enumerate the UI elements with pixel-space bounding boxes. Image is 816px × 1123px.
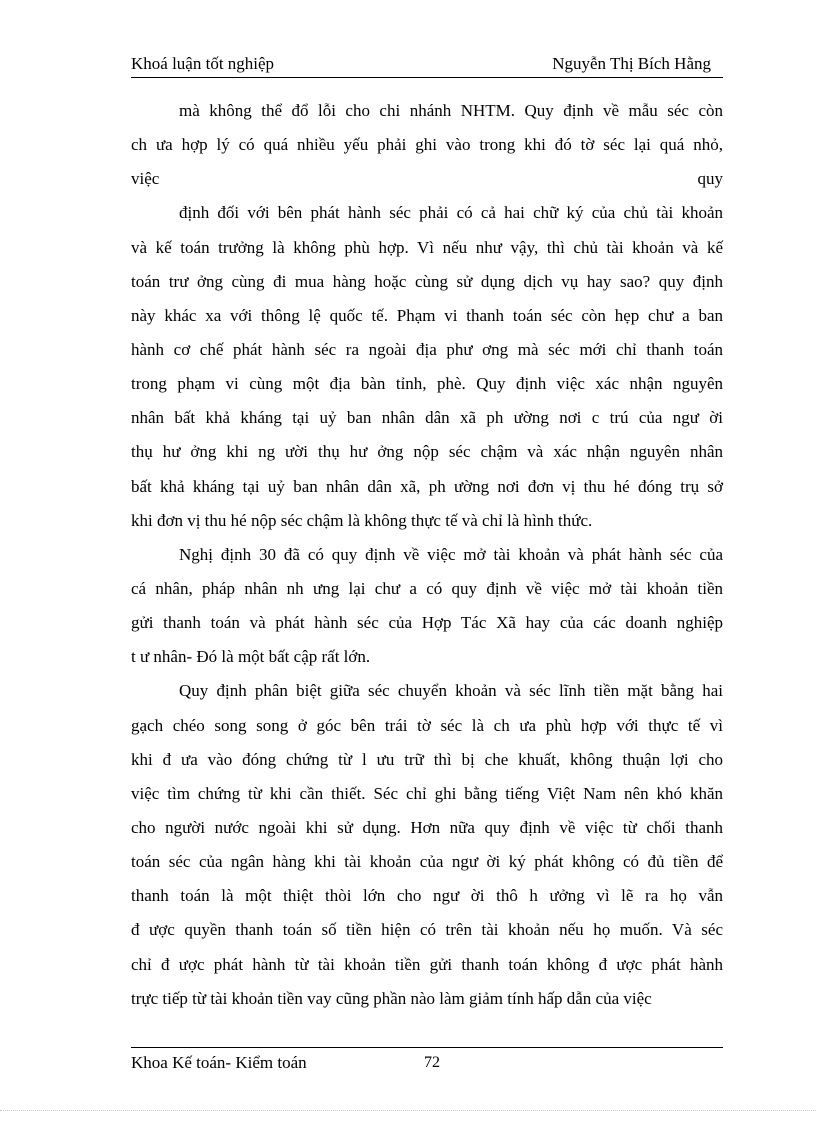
footer-department: Khoa Kế toán- Kiểm toán — [131, 1053, 307, 1072]
header-author-name: Nguyễn Thị Bích Hằng — [552, 54, 711, 73]
text-line: toán trư ởng cùng đi mua hàng hoặc cùng sử dụng dịch vụ hay sao? quy định — [131, 271, 723, 291]
text-line: trong phạm vi cùng một địa bàn tỉnh, phè. Quy định việc xác nhận nguyên — [131, 374, 723, 394]
text-line: khi đ ưa vào đóng chứng từ l ưu trữ thì bị che khuất, không thuận lợi cho — [131, 749, 723, 769]
header-thesis-title: Khoá luận tốt nghiệp — [131, 54, 275, 73]
text-line: khi đơn vị thu hé nộp séc chậm là không thực tế và chỉ là hình thức. — [131, 510, 593, 530]
text-line: và kế toán trưởng là không phù hợp. Vì nếu như vậy, thì chủ tài khoản và kế — [131, 237, 723, 257]
text-line: cá nhân, pháp nhân nh ưng lại chư a có quy định về việc mở tài khoản tiền — [131, 578, 723, 598]
text-fragment: việc — [131, 169, 160, 189]
text-line: đ ược quyền thanh toán số tiền hiện có trên tài khoản nếu họ muốn. Và séc — [131, 920, 723, 940]
text-line: chỉ đ ược phát hành từ tài khoản tiền gửi thanh toán không đ ược phát hành — [131, 954, 723, 974]
text-line: ch ưa hợp lý có quá nhiều yếu phải ghi vào trong khi đó tờ séc lại quá nhỏ, — [131, 135, 723, 155]
text-fragment: quy — [697, 169, 723, 189]
text-line: hành cơ chế phát hành séc ra ngoài địa phư ơng mà séc mới chỉ thanh toán — [131, 339, 723, 359]
text-line: trực tiếp từ tài khoản tiền vay cũng phần nào làm giảm tính hấp dẫn của việc — [131, 988, 652, 1008]
text-line: cho người nước ngoài khi sử dụng. Hơn nữa quy định về việc từ chối thanh — [131, 817, 723, 837]
text-line: mà không thể đổ lỗi cho chi nhánh NHTM. Quy định về mẫu séc còn — [179, 101, 723, 120]
text-line: bất khả kháng tại uỷ ban nhân dân xã, ph ường nơi đơn vị thu hé đóng trụ sở — [131, 476, 723, 496]
text-line: Quy định phân biệt giữa séc chuyển khoản và séc lĩnh tiền mặt bằng hai — [179, 681, 723, 701]
text-line: nhân bất khả kháng tại uỷ ban nhân dân xã ph ường nơi c trú của ngư ời — [131, 408, 723, 428]
text-line: Nghị định 30 đã có quy định về việc mở tài khoản và phát hành séc của — [179, 544, 723, 564]
text-line: thụ hư ởng khi ng ười thụ hư ởng nộp séc chậm và xác nhận nguyên nhân — [131, 442, 723, 462]
text-line: gửi thanh toán và phát hành séc của Hợp Tác Xã hay của các doanh nghiệp — [131, 613, 723, 633]
page-header — [131, 51, 723, 78]
text-line: việc tìm chứng từ khi cần thiết. Séc chỉ ghi bằng tiếng Việt Nam nên khó khăn — [131, 783, 723, 803]
body-text — [131, 94, 723, 1016]
text-line: toán séc của ngân hàng khi tài khoản của ngư ời ký phát không có đủ tiền để — [131, 852, 723, 872]
page-break-divider — [0, 1110, 816, 1111]
page-footer — [131, 1047, 723, 1078]
text-line: gạch chéo song song ở góc bên trái tờ séc là ch ưa phù hợp với thực tế vì — [131, 715, 723, 735]
text-line: thanh toán là một thiệt thòi lớn cho ngư ời thô h ưởng vì lẽ ra họ vẫn — [131, 886, 723, 906]
page-number: 72 — [424, 1054, 440, 1071]
text-line: này khác xa với thông lệ quốc tế. Phạm vi thanh toán séc còn hẹp chư a ban — [131, 305, 723, 325]
text-line — [131, 162, 723, 196]
text-line: t ư nhân- Đó là một bất cập rất lớn. — [131, 647, 371, 667]
text-line: định đối với bên phát hành séc phải có cả hai chữ ký của chủ tài khoản — [179, 203, 723, 223]
